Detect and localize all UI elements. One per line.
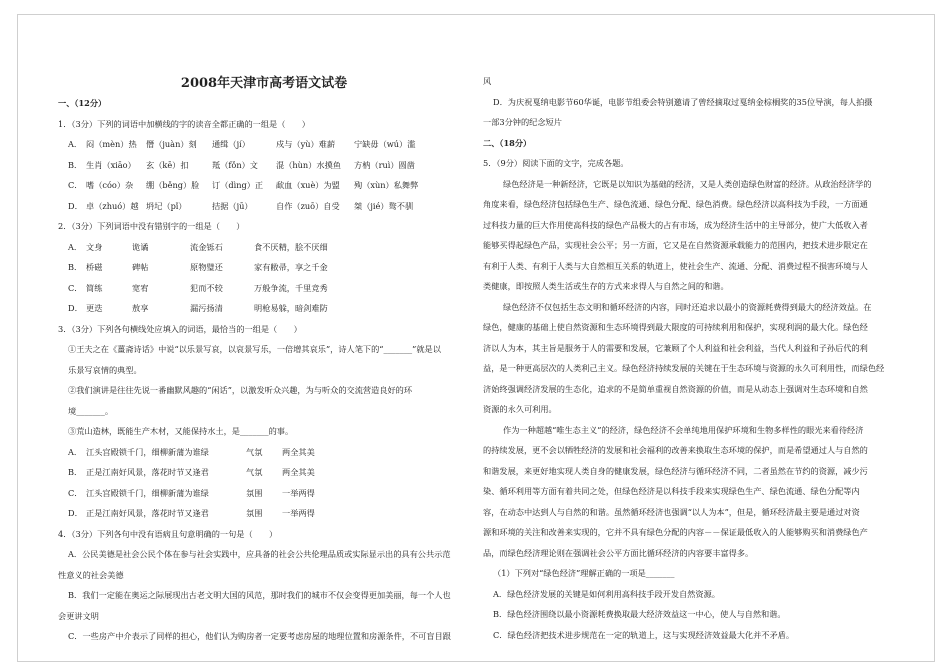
option-cell: 原物璧还 bbox=[190, 262, 223, 272]
option-cell: 江头宫殿锁千门，细柳新蒲为谁绿 bbox=[86, 446, 209, 457]
passage-line: 绿色经济是一种新经济，它既是以知识为基础的经济，又是人类创造绿色财富的经济。从政治经济学的 bbox=[503, 178, 872, 189]
option-cell: 氛围 bbox=[246, 508, 263, 518]
passage-line: 绿色，健康的基础上使自然资源和生态环境得到最大限度的可持续利用和保护，实现利润的最大化。绿色经 bbox=[483, 322, 868, 332]
option-cell: 通缉（jí） bbox=[212, 139, 250, 149]
passage-line: 资源的永久可利用。 bbox=[483, 404, 557, 414]
option-cell: 绷（běng）脸 bbox=[146, 180, 200, 190]
continued-text: 一部3分钟的纪念短片 bbox=[483, 117, 562, 127]
passage-line: 益，是一种更高层次的人类利己主义。绿色经济持续发展的关键在于生态环境与资源的永久可利用性，而绿色经 bbox=[483, 363, 885, 373]
option-cell: 歃血（xuè）为盟 bbox=[276, 180, 340, 190]
continued-text: 风 bbox=[483, 76, 492, 86]
question-5: 5．（9分）阅读下面的文字，完成各题。 bbox=[483, 158, 629, 168]
option-cell: 卓（zhuó）越 bbox=[86, 200, 139, 211]
subquestion-option: B．绿色经济围绕以最小资源耗费换取最大经济效益这一中心，使人与自然和谐。 bbox=[493, 609, 786, 619]
option-cell: 宁缺毋（wú）滥 bbox=[354, 139, 416, 149]
q3-text-line: ③荒山造林，既能生产木材，又能保持水土，是_______的事。 bbox=[68, 426, 294, 436]
q4-text-line: 会更讲文明 bbox=[58, 610, 99, 621]
option-cell: 桀（jié）骜不驯 bbox=[354, 200, 414, 211]
option-cell: 江头宫殿锁千门，细柳新蒲为谁绿 bbox=[86, 487, 209, 498]
question-3: 3．（3分）下列各句横线处应填入的词语，最恰当的一组是（ ） bbox=[58, 323, 302, 334]
option-cell: 混（hùn）水摸鱼 bbox=[276, 159, 341, 170]
option-cell: 一举两得 bbox=[282, 487, 315, 498]
section-heading: 一、（12分） bbox=[58, 98, 107, 108]
option-cell: 两全其美 bbox=[282, 467, 315, 477]
option-cell: 碑帖 bbox=[132, 262, 149, 272]
option-cell: 宽宥 bbox=[132, 282, 149, 293]
option-cell: 一举两得 bbox=[282, 508, 315, 518]
passage-line: 有利于人类、有利于人类与大自然相互关系的轨道上，使社会生产、流通、分配、消费过程不损害环境与人 bbox=[483, 260, 868, 271]
option-label: D． bbox=[68, 508, 83, 518]
q4-text-line: C．一些房产中介表示了同样的担心，他们认为购房者一定要考虑房屋的地理位置和房源条件，不可盲目跟 bbox=[68, 631, 451, 641]
q2-option-a bbox=[58, 237, 470, 258]
passage-line: 济以人为本，其主旨是服务于人的需要和发展，它兼顾了个人利益和社会利益，当代人利益和子孙后代的利 bbox=[483, 342, 868, 353]
option-cell: 漏污扬清 bbox=[190, 303, 223, 313]
option-cell: 气氛 bbox=[246, 467, 263, 477]
passage-line: 过科技力量的巨大作用使高科技的绿色产品极大的占有市场，成为经济生活中的主导部分，使广大低收入者 bbox=[483, 219, 868, 230]
option-cell: 方枘（ruì）圆凿 bbox=[354, 159, 415, 170]
option-label: B． bbox=[68, 262, 83, 272]
q4-text-line: A．公民美德是社会公民个体在参与社会实践中，应具备的社会公共伦理品质或实际显示出的具有公共示范 bbox=[68, 549, 451, 559]
option-cell: 桥磁 bbox=[86, 262, 103, 272]
option-cell: 殉（xùn）私舞弊 bbox=[354, 180, 419, 190]
q4-text-line: B．我们一定能在奥运之际展现出古老文明大国的风范，那时我们的城市不仅会变得更加美丽，每一个人也 bbox=[68, 590, 451, 600]
q4-text-line: 性意义的社会美德 bbox=[58, 569, 124, 580]
option-cell: 订（dìng）正 bbox=[212, 180, 264, 190]
passage-line: 容，在动态中达到人与自然的和谐。虽然循环经济也强调“以人为本”，但是，循环经济最主要是通过对资 bbox=[483, 506, 860, 517]
question-4: 4．（3分）下列各句中没有语病且句意明确的一句是（ ） bbox=[58, 528, 278, 539]
question-1: 1．（3分）下列的词语中加横线的字的读音全都正确的一组是（ ） bbox=[58, 118, 310, 129]
option-cell: 僭（juàn）刻 bbox=[146, 139, 197, 149]
option-cell: 闷（mèn）热 bbox=[86, 139, 137, 149]
continued-text: D．为庆祝戛纳电影节60华诞，电影节组委会特别邀请了曾经摘取过戛纳金棕榈奖的35位导演，每人拍摄 bbox=[493, 96, 873, 107]
option-cell: 万般争流，千里竞秀 bbox=[254, 282, 328, 293]
option-cell: 嗜（cóo）杂 bbox=[86, 180, 134, 190]
option-cell: 犯而不较 bbox=[190, 282, 223, 293]
passage-line: 品，而绿色经济理论则在强调社会公平方面比循环经济的内容要丰富得多。 bbox=[483, 547, 754, 558]
passage-line: 的持续发展，更不会以牺牲经济的发展和社会福利的改善来换取生态环境的保护，而是希望通过人与自然的 bbox=[483, 445, 868, 455]
q2-option-b bbox=[58, 257, 470, 278]
option-label: C． bbox=[68, 487, 83, 498]
option-cell: 正是江南好风景，落花时节又逢君 bbox=[86, 508, 209, 518]
option-cell: 生肖（xiāo） bbox=[86, 159, 136, 170]
left-column bbox=[58, 93, 470, 647]
option-label: D． bbox=[68, 200, 83, 211]
page-title: 2008年天津市高考语文试卷 bbox=[180, 76, 348, 91]
passage-line: 和谐发展，来更好地实现人类自身的健康发展，绿色经济与循环经济不同，二者虽然在节约的资源，减少污 bbox=[483, 465, 868, 476]
section-heading: 二、（18分） bbox=[483, 137, 532, 148]
option-cell: 流金铄石 bbox=[190, 241, 223, 252]
q2-option-d bbox=[58, 298, 470, 319]
passage-line: 角度来看，绿色经济包括绿色生产、绿色流通、绿色分配、绿色消费。绿色经济以高科技为手段，一方面通 bbox=[483, 199, 868, 209]
q2-option-c bbox=[58, 278, 470, 299]
q1-option-a bbox=[58, 134, 470, 155]
option-cell: 简练 bbox=[86, 282, 103, 293]
q3-option-b bbox=[58, 462, 470, 483]
q1-option-b bbox=[58, 155, 470, 176]
option-cell: 食不厌精，脍不厌细 bbox=[254, 241, 328, 252]
option-cell: 敖享 bbox=[132, 303, 149, 313]
option-cell: 正是江南好风景，落花时节又逢君 bbox=[86, 467, 209, 477]
q3-option-c bbox=[58, 483, 470, 504]
exam-page bbox=[17, 14, 935, 662]
option-cell: 气氛 bbox=[246, 446, 263, 457]
q3-option-a bbox=[58, 442, 470, 463]
option-cell: 玄（kē）扣 bbox=[146, 159, 189, 170]
option-label: A． bbox=[68, 446, 83, 457]
right-column bbox=[483, 71, 895, 645]
passage-line: 类健康，即按照人类生活或生存的方式来求得人与自然之间的和谐。 bbox=[483, 281, 729, 291]
passage-line: 绿色经济不仅包括生态文明和循环经济的内容，同时还追求以最小的资源耗费得到最大的经济效益。在 bbox=[503, 301, 872, 312]
option-cell: 羝（fǒn）文 bbox=[212, 159, 258, 170]
passage-line: 染、循环利用等方面有着共同之处，但绿色经济是以科技手段来实现绿色生产、绿色流通、绿色分配等内 bbox=[483, 486, 860, 496]
q3-option-d bbox=[58, 503, 470, 524]
q3-text-line: ①王夫之在《薑斋诗话》中说“以乐景写哀，以哀景写乐，一倍增其哀乐”，诗人笔下的“_______”就是以 bbox=[68, 344, 441, 354]
option-label: B． bbox=[68, 467, 83, 477]
option-cell: 明枪易躲，暗剑难防 bbox=[254, 303, 328, 313]
passage-line: 作为一种超越“唯生态主义”的经济，绿色经济不会单纯地用保护环境和生物多样性的眼光来看待经济 bbox=[503, 424, 864, 435]
q3-text-line: 乐景写哀情的典型。 bbox=[68, 364, 142, 375]
passage-line: 源和环境的关注和改善来实现的，它并不具有绿色分配的内容－－保证最低收入的人能够购买和消费绿色产 bbox=[483, 527, 868, 537]
q1-option-c bbox=[58, 175, 470, 196]
option-cell: 坍圮（pǐ） bbox=[146, 200, 187, 211]
option-cell: 氛围 bbox=[246, 487, 263, 498]
question-2: 2．（3分）下列词语中没有错别字的一组是（ ） bbox=[58, 221, 245, 231]
option-cell: 诡谲 bbox=[132, 241, 149, 252]
option-label: A． bbox=[68, 139, 83, 149]
q3-text-line: 境_______。 bbox=[68, 405, 114, 416]
option-cell: 戍与（yù）难薪 bbox=[276, 139, 336, 149]
option-cell: 文身 bbox=[86, 241, 103, 252]
option-cell: 拮据（jū） bbox=[212, 200, 253, 211]
subquestion-option: A．绿色经济发展的关键是如何利用高科技手段开发自然资源。 bbox=[493, 588, 720, 599]
subquestion-option: C．绿色经济把技术进步规范在一定的轨道上，这与实现经济效益最大化并不矛盾。 bbox=[493, 629, 795, 640]
option-cell: 家有敝帚，享之千金 bbox=[254, 262, 328, 272]
subquestion-1: （1）下列对“绿色经济”理解正确的一项是_______ bbox=[493, 568, 675, 578]
option-label: B． bbox=[68, 159, 83, 170]
passage-line: 能够买得起绿色产品，实现社会公平；另一方面，它又是在自然资源承载能力的范围内，把技术进步限定在 bbox=[483, 240, 868, 250]
passage-line: 济始终强调经济发展的生态化，追求的不是简单重视自然资源的价值，而是从动态上强调对生态环境和自然 bbox=[483, 383, 868, 394]
option-label: A． bbox=[68, 241, 83, 252]
q3-text-line: ②我们演讲是往往先说一番幽默风趣的“闲话”，以激发听众兴趣，为与听众的交流营造良好的环 bbox=[68, 385, 413, 395]
option-cell: 两全其美 bbox=[282, 446, 315, 457]
q1-option-d bbox=[58, 196, 470, 217]
option-label: C． bbox=[68, 282, 83, 293]
option-cell: 更迭 bbox=[86, 303, 103, 313]
option-label: C． bbox=[68, 180, 83, 190]
option-label: D． bbox=[68, 303, 83, 313]
option-cell: 自作（zuō）自受 bbox=[276, 200, 340, 211]
